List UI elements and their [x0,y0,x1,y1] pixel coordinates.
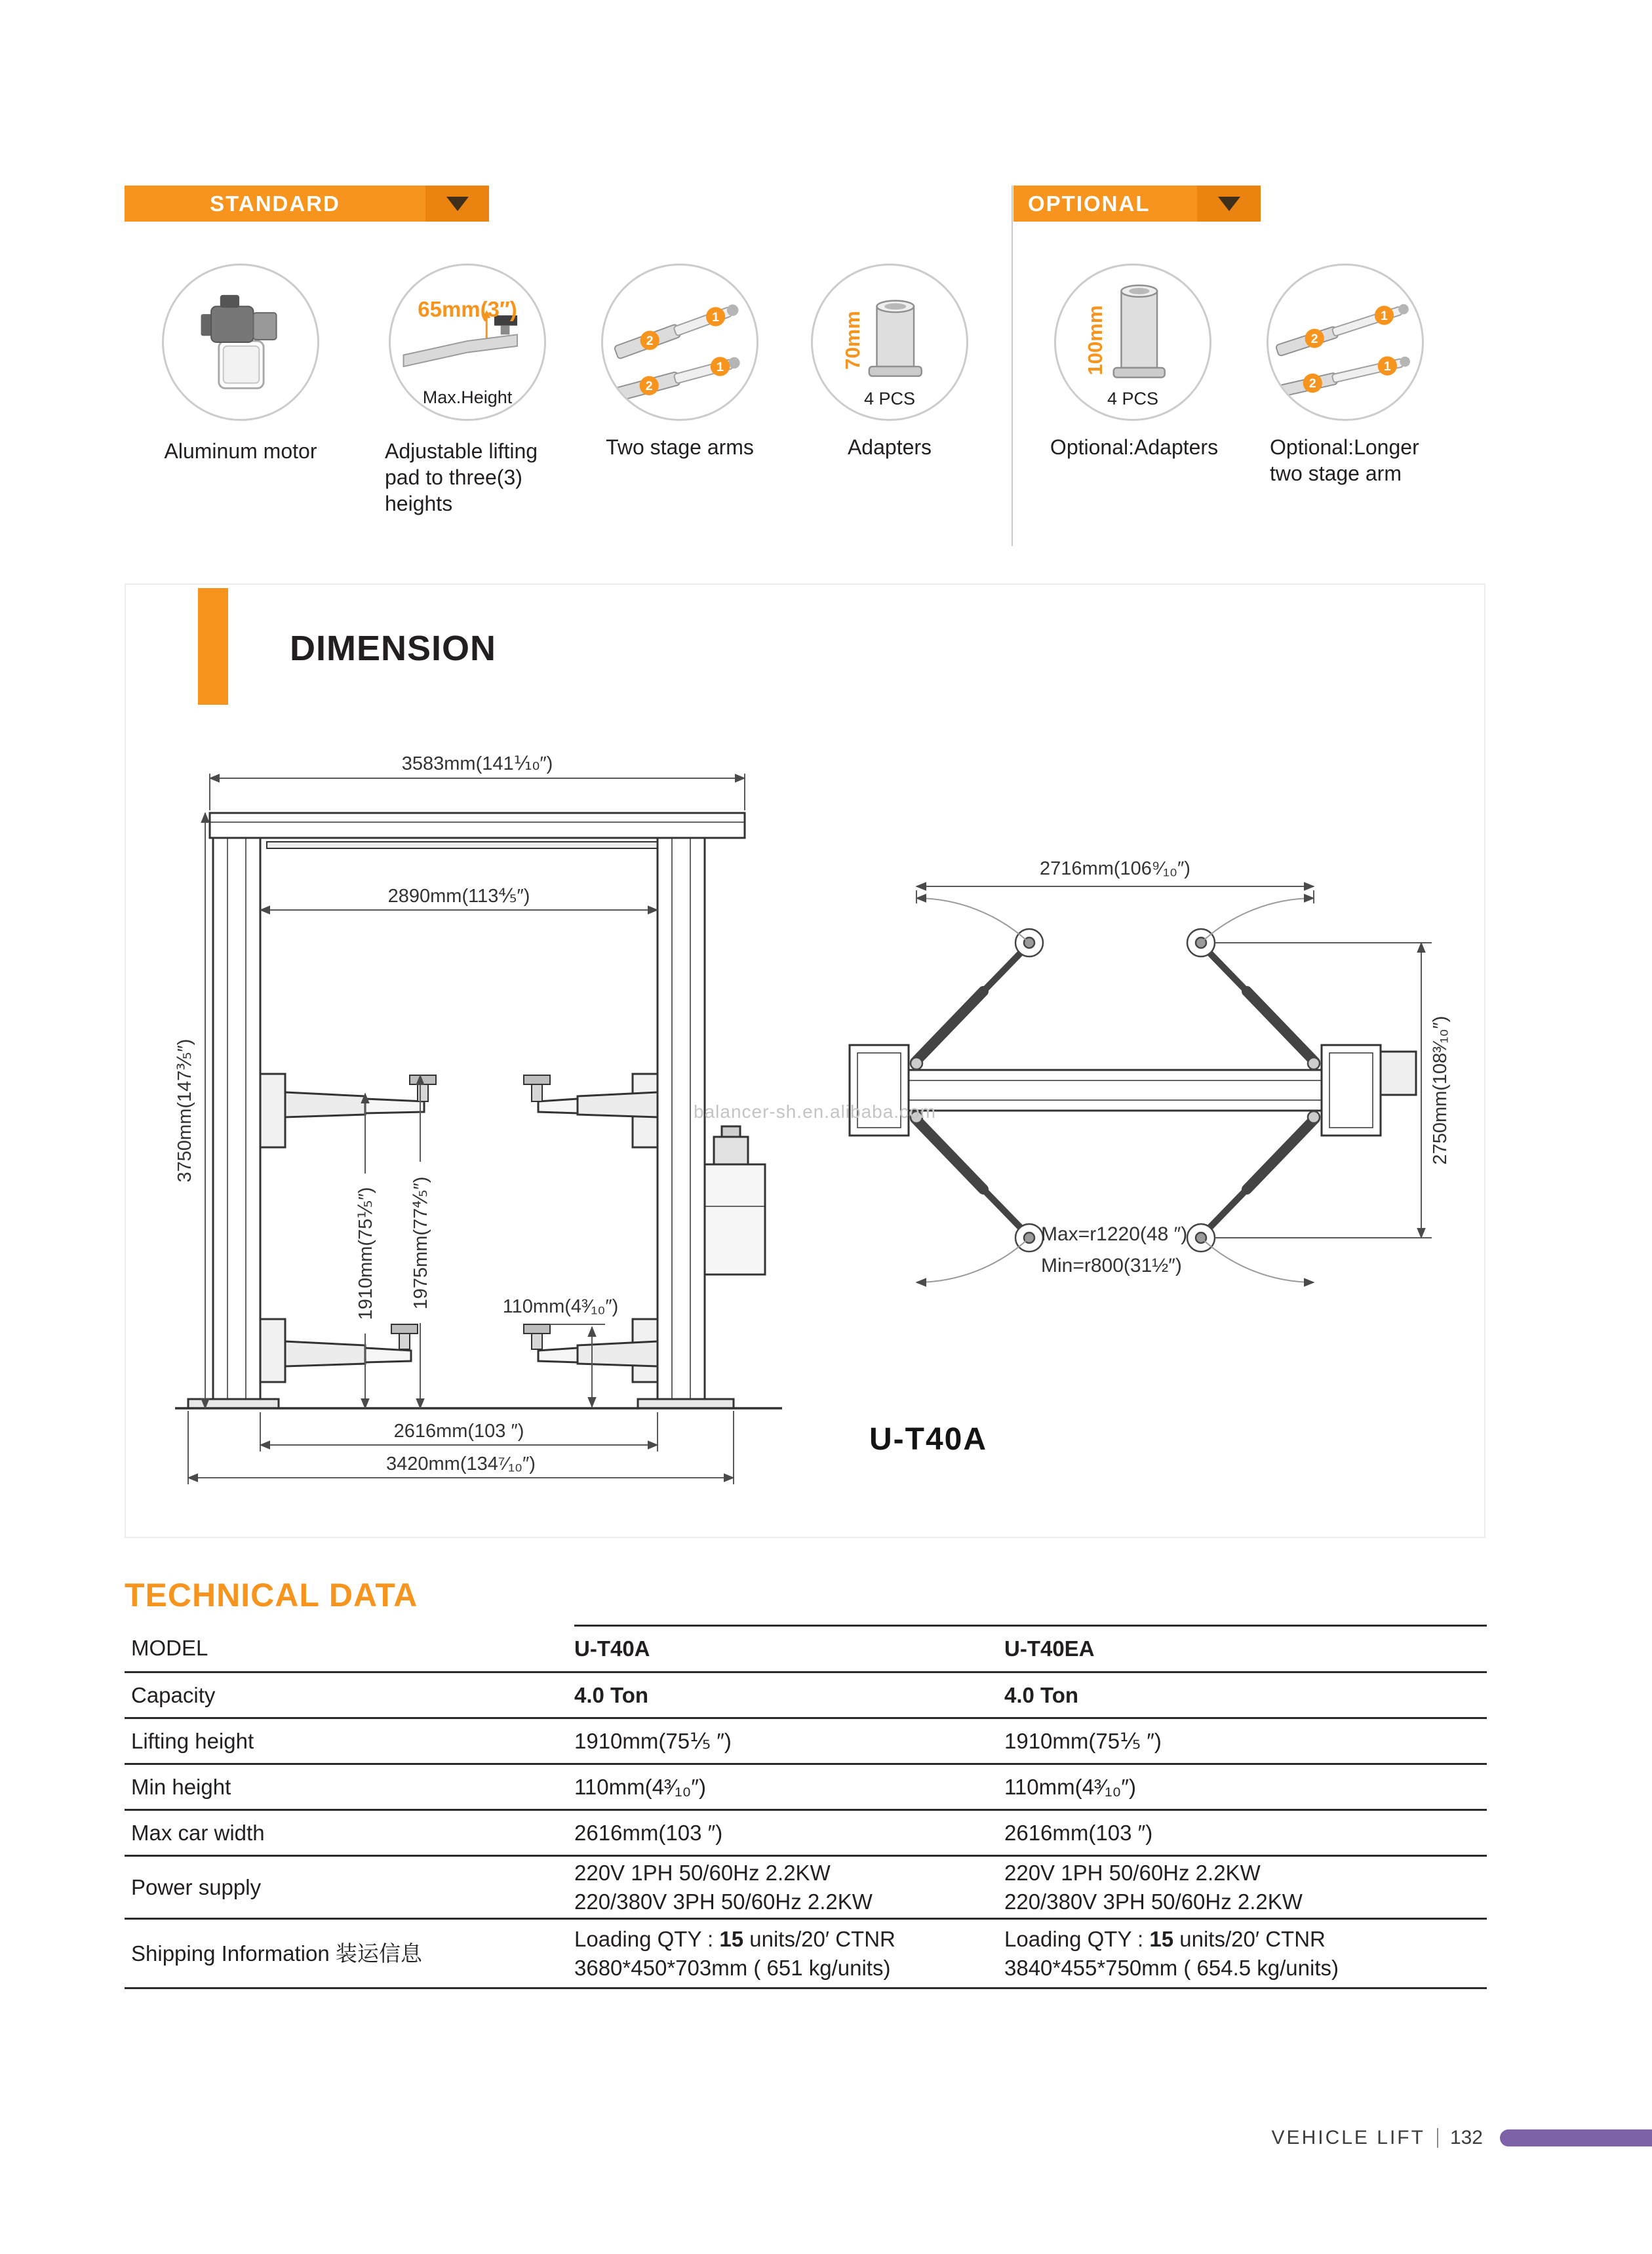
longer-two-stage-arm-illustration [1268,266,1422,419]
badge-2: 2 [645,379,653,394]
max-radius-label: Max=r1220(48 ″) [1041,1223,1188,1245]
stage-number-badges [1303,306,1397,393]
row-value-col1 [574,1925,1004,1983]
package-size-line: 3680*450*703mm ( 651 kg/units) [574,1955,891,1980]
dim-front-drive-through-label: 2616mm(103 ″) [393,1421,524,1442]
down-triangle-icon [1218,197,1240,211]
table-row-lifting-height [125,1719,1487,1765]
caption-line: two stage arm [1270,462,1402,485]
row-value-col2: 2616mm(103 ″) [1004,1820,1153,1845]
down-triangle-icon [446,197,469,211]
package-size-line: 3840*455*750mm ( 654.5 kg/units) [1004,1955,1339,1980]
overhead-bar [267,842,658,848]
two-stage-arms-illustration [603,266,757,419]
table-row-capacity [125,1673,1487,1719]
model-name-label: U-T40A [869,1422,988,1457]
caption-line: heights [385,492,453,515]
table-row-max-car-width [125,1811,1487,1857]
row-value-col2 [1004,1925,1487,1983]
power-line-2: 220/380V 3PH 50/60Hz 2.2KW [1004,1889,1303,1914]
power-line-1: 220V 1PH 50/60Hz 2.2KW [574,1860,831,1885]
table-header-row [125,1625,1487,1673]
badge-1: 1 [712,309,720,325]
power-line-2: 220/380V 3PH 50/60Hz 2.2KW [574,1889,873,1914]
badge-2: 2 [646,333,654,348]
feature-optional-adapters [1054,264,1211,421]
row-label: Shipping Information 装运信息 [131,1941,422,1966]
table-header-model: MODEL [131,1635,208,1660]
adapter-height-label: 70mm [841,311,864,370]
optional-banner-label: OPTIONAL [1028,191,1150,216]
caption-line: Optional:Longer [1270,435,1419,459]
left-carriage [260,1074,285,1147]
watermark: balancer-sh.en.alibaba.com [694,1101,936,1122]
dim-top-arm-span-label: 2716mm(106⁹⁄₁₀″) [1040,858,1190,879]
dimension-section-title: DIMENSION [290,629,497,668]
footer-divider [1437,2128,1438,2148]
row-value-col1 [574,1859,1004,1916]
feature-caption-two-stage-arms [581,434,778,460]
row-label: Lifting height [131,1728,254,1753]
badge-2: 2 [1308,376,1316,391]
power-unit [705,1164,765,1275]
footer-section-label: VEHICLE LIFT [1271,2127,1425,2148]
row-value-col2: 1910mm(75⅕ ″) [1004,1728,1162,1753]
standard-optional-divider [1012,186,1013,546]
top-beam [210,813,745,838]
table-row-shipping [125,1920,1487,1989]
footer-page-number: 132 [1449,2127,1483,2148]
row-value-col1: 110mm(4³⁄₁₀″) [574,1774,706,1799]
feature-caption-lifting-pad [385,438,575,517]
dim-front-total-width-label: 3583mm(141⅒″) [401,753,553,774]
raised-arm-left [285,1092,365,1117]
optional-banner-arrow-box [1197,186,1261,222]
feature-caption-adapters [791,434,988,460]
optional-adapter-height-label: 100mm [1084,305,1107,376]
feature-longer-two-stage-arm [1267,264,1424,421]
caption-line: Aluminum motor [164,439,317,463]
base-beam [909,1070,1322,1111]
optional-adapter-qty-label: 4 PCS [1107,389,1159,408]
front-view-drawing [167,747,790,1514]
badge-2: 2 [1310,331,1318,346]
caption-line: pad to three(3) [385,465,522,489]
caption-line: Optional:Adapters [1050,435,1219,459]
right-post-top [1322,1045,1381,1136]
row-value-col1: 1910mm(75⅕ ″) [574,1728,732,1753]
feature-aluminum-motor [162,264,319,421]
badge-1: 1 [1381,308,1388,323]
table-header-col1: U-T40A [574,1625,1004,1671]
caption-line: Adjustable lifting [385,439,538,463]
caption-line: Adapters [847,435,932,459]
row-label: Power supply [131,1874,262,1899]
dim-front-total-height-label: 3750mm(147⅗″) [174,1038,195,1183]
max-height-label: Max.Height [422,387,513,407]
lowered-arm-left [285,1341,365,1366]
aluminum-motor-illustration [164,266,317,419]
row-value-col1: 2616mm(103 ″) [574,1820,723,1845]
power-line-1: 220V 1PH 50/60Hz 2.2KW [1004,1860,1261,1885]
row-label: Min height [131,1774,231,1799]
adapter-qty-label: 4 PCS [863,389,916,408]
table-row-min-height [125,1765,1487,1811]
min-radius-label: Min=r800(31½″) [1041,1255,1182,1276]
dim-front-max-pad-height-label: 1975mm(77⅘″) [410,1176,431,1310]
row-value-col2: 4.0 Ton [1004,1682,1079,1707]
dim-front-min-height-label: 110mm(4³⁄₁₀″) [502,1296,619,1317]
loading-qty-line: Loading QTY : 15 units/20′ CTNR [1004,1926,1326,1951]
feature-caption-aluminum-motor [142,438,339,464]
raised-arm-right [578,1092,658,1117]
badge-1: 1 [1383,359,1391,374]
standard-banner-label: STANDARD [210,191,340,216]
dim-top-overall-depth-label: 2750mm(108³⁄₁₀″) [1430,1016,1451,1165]
table-row-power-supply [125,1857,1487,1920]
loading-qty-line: Loading QTY : 15 units/20′ CTNR [574,1926,895,1951]
page-footer [1272,2127,1652,2149]
row-label: Max car width [131,1820,265,1845]
right-base-plate [638,1399,734,1408]
table-header-col2: U-T40EA [1004,1625,1487,1671]
dim-front-base-width-label: 3420mm(134⁷⁄₁₀″) [386,1453,536,1474]
badge-1: 1 [716,359,724,374]
footer-accent-bar [1500,2129,1652,2146]
caption-line: Two stage arms [606,435,754,459]
standard-banner-arrow-box [425,186,489,222]
dimension-accent-bar [198,588,228,705]
feature-two-stage-arms [601,264,758,421]
dim-front-inner-width-label: 2890mm(113⅘″) [387,886,530,907]
row-label: Capacity [131,1682,216,1707]
left-base-plate [188,1399,279,1408]
power-unit-top [1381,1052,1416,1095]
left-post [213,838,260,1399]
technical-data-table [125,1625,1487,1989]
feature-lifting-pad [389,264,546,421]
standard-banner [125,186,489,222]
feature-adapters [811,264,968,421]
row-value-col2: 110mm(4³⁄₁₀″) [1004,1774,1136,1799]
optional-banner [1013,186,1261,222]
pad-height-value-label: 65mm(3″) [418,297,517,321]
row-value-col1: 4.0 Ton [574,1682,649,1707]
row-value-col2 [1004,1859,1487,1916]
technical-data-title: TECHNICAL DATA [125,1577,418,1613]
feature-caption-longer-arm [1270,434,1466,486]
feature-caption-optional-adapters [1026,434,1242,460]
dim-front-lifting-height-label: 1910mm(75⅕″) [355,1187,376,1320]
lowered-arm-right [578,1341,658,1366]
